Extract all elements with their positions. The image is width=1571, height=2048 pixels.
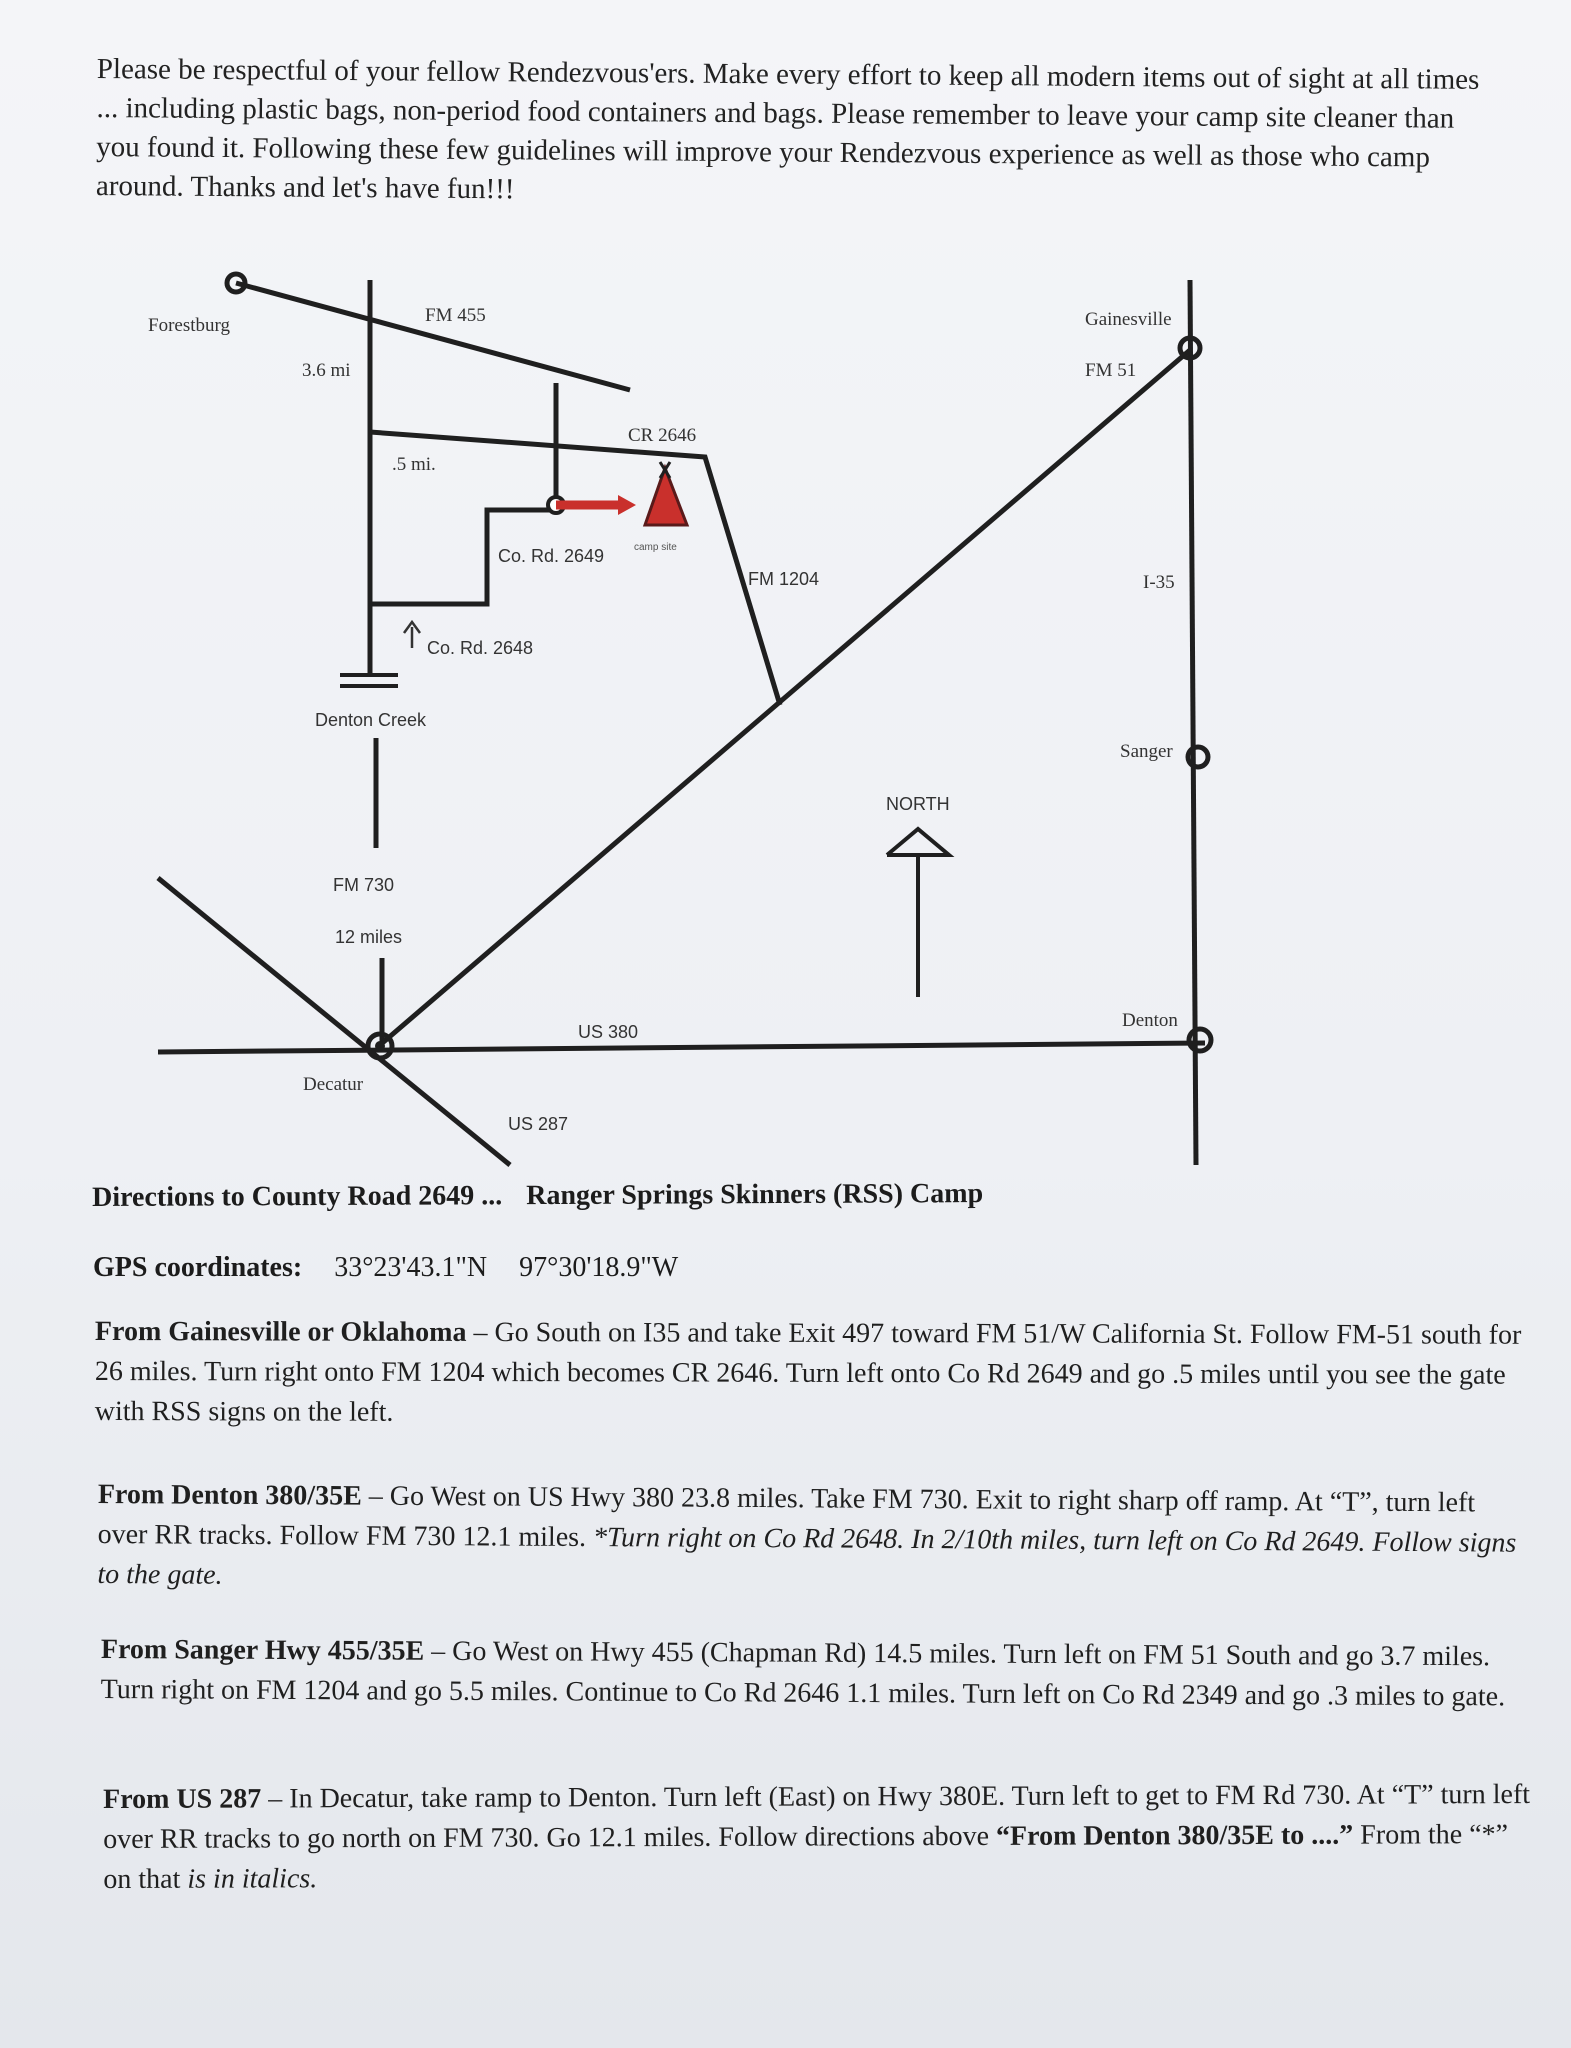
direction-us287: From US 287 – In Decatur, take ramp to Denton. Turn left (East) on Hwy 380E. Turn left to get to FM Rd 730. At “T” turn left over RR tracks to go north on FM 730. Go 12.1 miles. Follow directions above “From Denton 380/35E to ....” From the “*” on that is in italics. [103,1779,1531,1895]
us287-road [158,878,510,1165]
direction-us287-tail-italic: is in italics. [187,1863,318,1895]
direction-sanger: From Sanger Hwy 455/35E – Go West on Hwy 455 (Chapman Rd) 14.5 miles. Turn left on FM 51 South and go 3.7 miles. Turn right on FM 1204 and go 5.5 miles. Continue to Co Rd 2646 1.1 miles. Turn left on Co Rd 2349 and go .3 miles to gate. [100,1634,1506,1713]
direction-sanger-text: Go West on Hwy 455 (Chapman Rd) 14.5 miles. Turn left on FM 51 South and go 3.7 miles. Turn right on FM 1204 and go 5.5 miles. Continue to Co Rd 2646 1.1 miles. Turn left on Co Rd 2349 and go .3 miles to gate. [100,1635,1506,1713]
direction-gainesville: From Gainesville or Oklahoma – Go South on I35 and take Exit 497 toward FM 51/W California St. Follow FM-51 south for 26 miles. Turn right onto FM 1204 which becomes CR 2646. Turn left onto Co Rd 2649 and go .5 miles until you see the gate with RSS signs on the left. [94,1316,1522,1428]
label-us380: US 380 [578,1022,639,1042]
gps-latitude: 33°23'43.1"N [334,1252,488,1283]
decatur-marker-center [375,1041,385,1051]
direction-us287-ref: “From Denton 380/35E to ....” [995,1819,1354,1852]
direction-denton-from: From Denton 380/35E [97,1478,362,1512]
denton-marker [1189,1029,1211,1051]
direction-us287-text: In Decatur, take ramp to Denton. Turn left (East) on Hwy 380E. Turn left to get to FM Rd 730. At “T” turn left over RR tracks to go north on FM 730. Go 12.1 miles. Follow directions above [103,1779,1531,1855]
intro-paragraph: Please be respectful of your fellow Rendezvous'ers. Make every effort to keep all modern items out of sight at all times ... including plastic bags, non-period food containers and bags. Please remember to leave your camp site cleaner than you found it. Following these few guidelines will improve your Rendezvous experience as well as those who camp around. Thanks and let's have fun!!! [95,52,1480,206]
label-fm730: FM 730 [333,875,395,895]
label-camp-site: camp site [634,542,677,553]
label-12-miles: 12 miles [335,927,403,947]
label-decatur: Decatur [303,1074,364,1095]
label-cr2648: Co. Rd. 2648 [427,638,534,658]
gps-longitude: 97°30'18.9"W [519,1252,679,1283]
label-denton: Denton [1122,1010,1178,1031]
us380-road [158,1043,1205,1052]
label-denton-creek: Denton Creek [315,710,427,730]
label-i35: I-35 [1143,572,1175,593]
heading-part2: Ranger Springs Skinners (RSS) Camp [526,1178,984,1212]
direction-gainesville-from: From Gainesville or Oklahoma [94,1316,467,1348]
label-us287: US 287 [508,1114,569,1134]
label-north: NORTH [886,794,950,814]
direction-sanger-from: From Sanger Hwy 455/35E [100,1634,425,1667]
direction-denton: From Denton 380/35E – Go West on US Hwy 380 23.8 miles. Take FM 730. Exit to right sharp off ramp. At “T”, turn left over RR tracks. Follow FM 730 12.1 miles. *Turn right on Co Rd 2648. In 2/10th miles, turn left on Co Rd 2649. Follow signs to the gate. [97,1478,1517,1591]
label-0-5-mi: .5 mi. [392,454,436,475]
label-3-6-mi: 3.6 mi [302,360,351,381]
directions-heading [92,1176,983,1216]
direction-denton-text: Go West on US Hwy 380 23.8 miles. Take FM 730. Exit to right sharp off ramp. At “T”, turn left over RR tracks. Follow FM 730 12.1 miles. [97,1480,1476,1553]
label-cr2649: Co. Rd. 2649 [498,546,605,566]
label-fm51: FM 51 [1085,360,1137,381]
label-fm1204: FM 1204 [748,569,820,589]
gps-coordinates [93,1250,678,1286]
camp-arrowhead [618,495,636,515]
camp-teepee-icon [645,468,687,525]
fm455-road [236,283,630,390]
gps-label: GPS coordinates: [93,1252,303,1283]
direction-us287-from: From US 287 [103,1783,262,1815]
direction-denton-italic: *Turn right on Co Rd 2648. In 2/10th miles, turn left on Co Rd 2649. Follow signs to the gate. [97,1522,1517,1591]
fm51-road [380,350,1190,1045]
north-arrow-head [887,829,949,855]
label-fm455: FM 455 [425,305,486,326]
label-cr2646: CR 2646 [628,425,697,446]
direction-us287-tail: From the “*” on that [103,1819,1509,1895]
label-forestburg: Forestburg [148,315,230,336]
heading-part1: Directions to County Road 2649 ... [92,1180,503,1213]
label-gainesville: Gainesville [1085,309,1172,330]
direction-gainesville-text: Go South on I35 and take Exit 497 toward FM 51/W California St. Follow FM-51 south for 26 miles. Turn right onto FM 1204 which becomes CR 2646. Turn left onto Co Rd 2649 and go .5 miles until you see the gate with RSS signs on the left. [94,1317,1522,1428]
label-sanger: Sanger [1120,741,1173,762]
